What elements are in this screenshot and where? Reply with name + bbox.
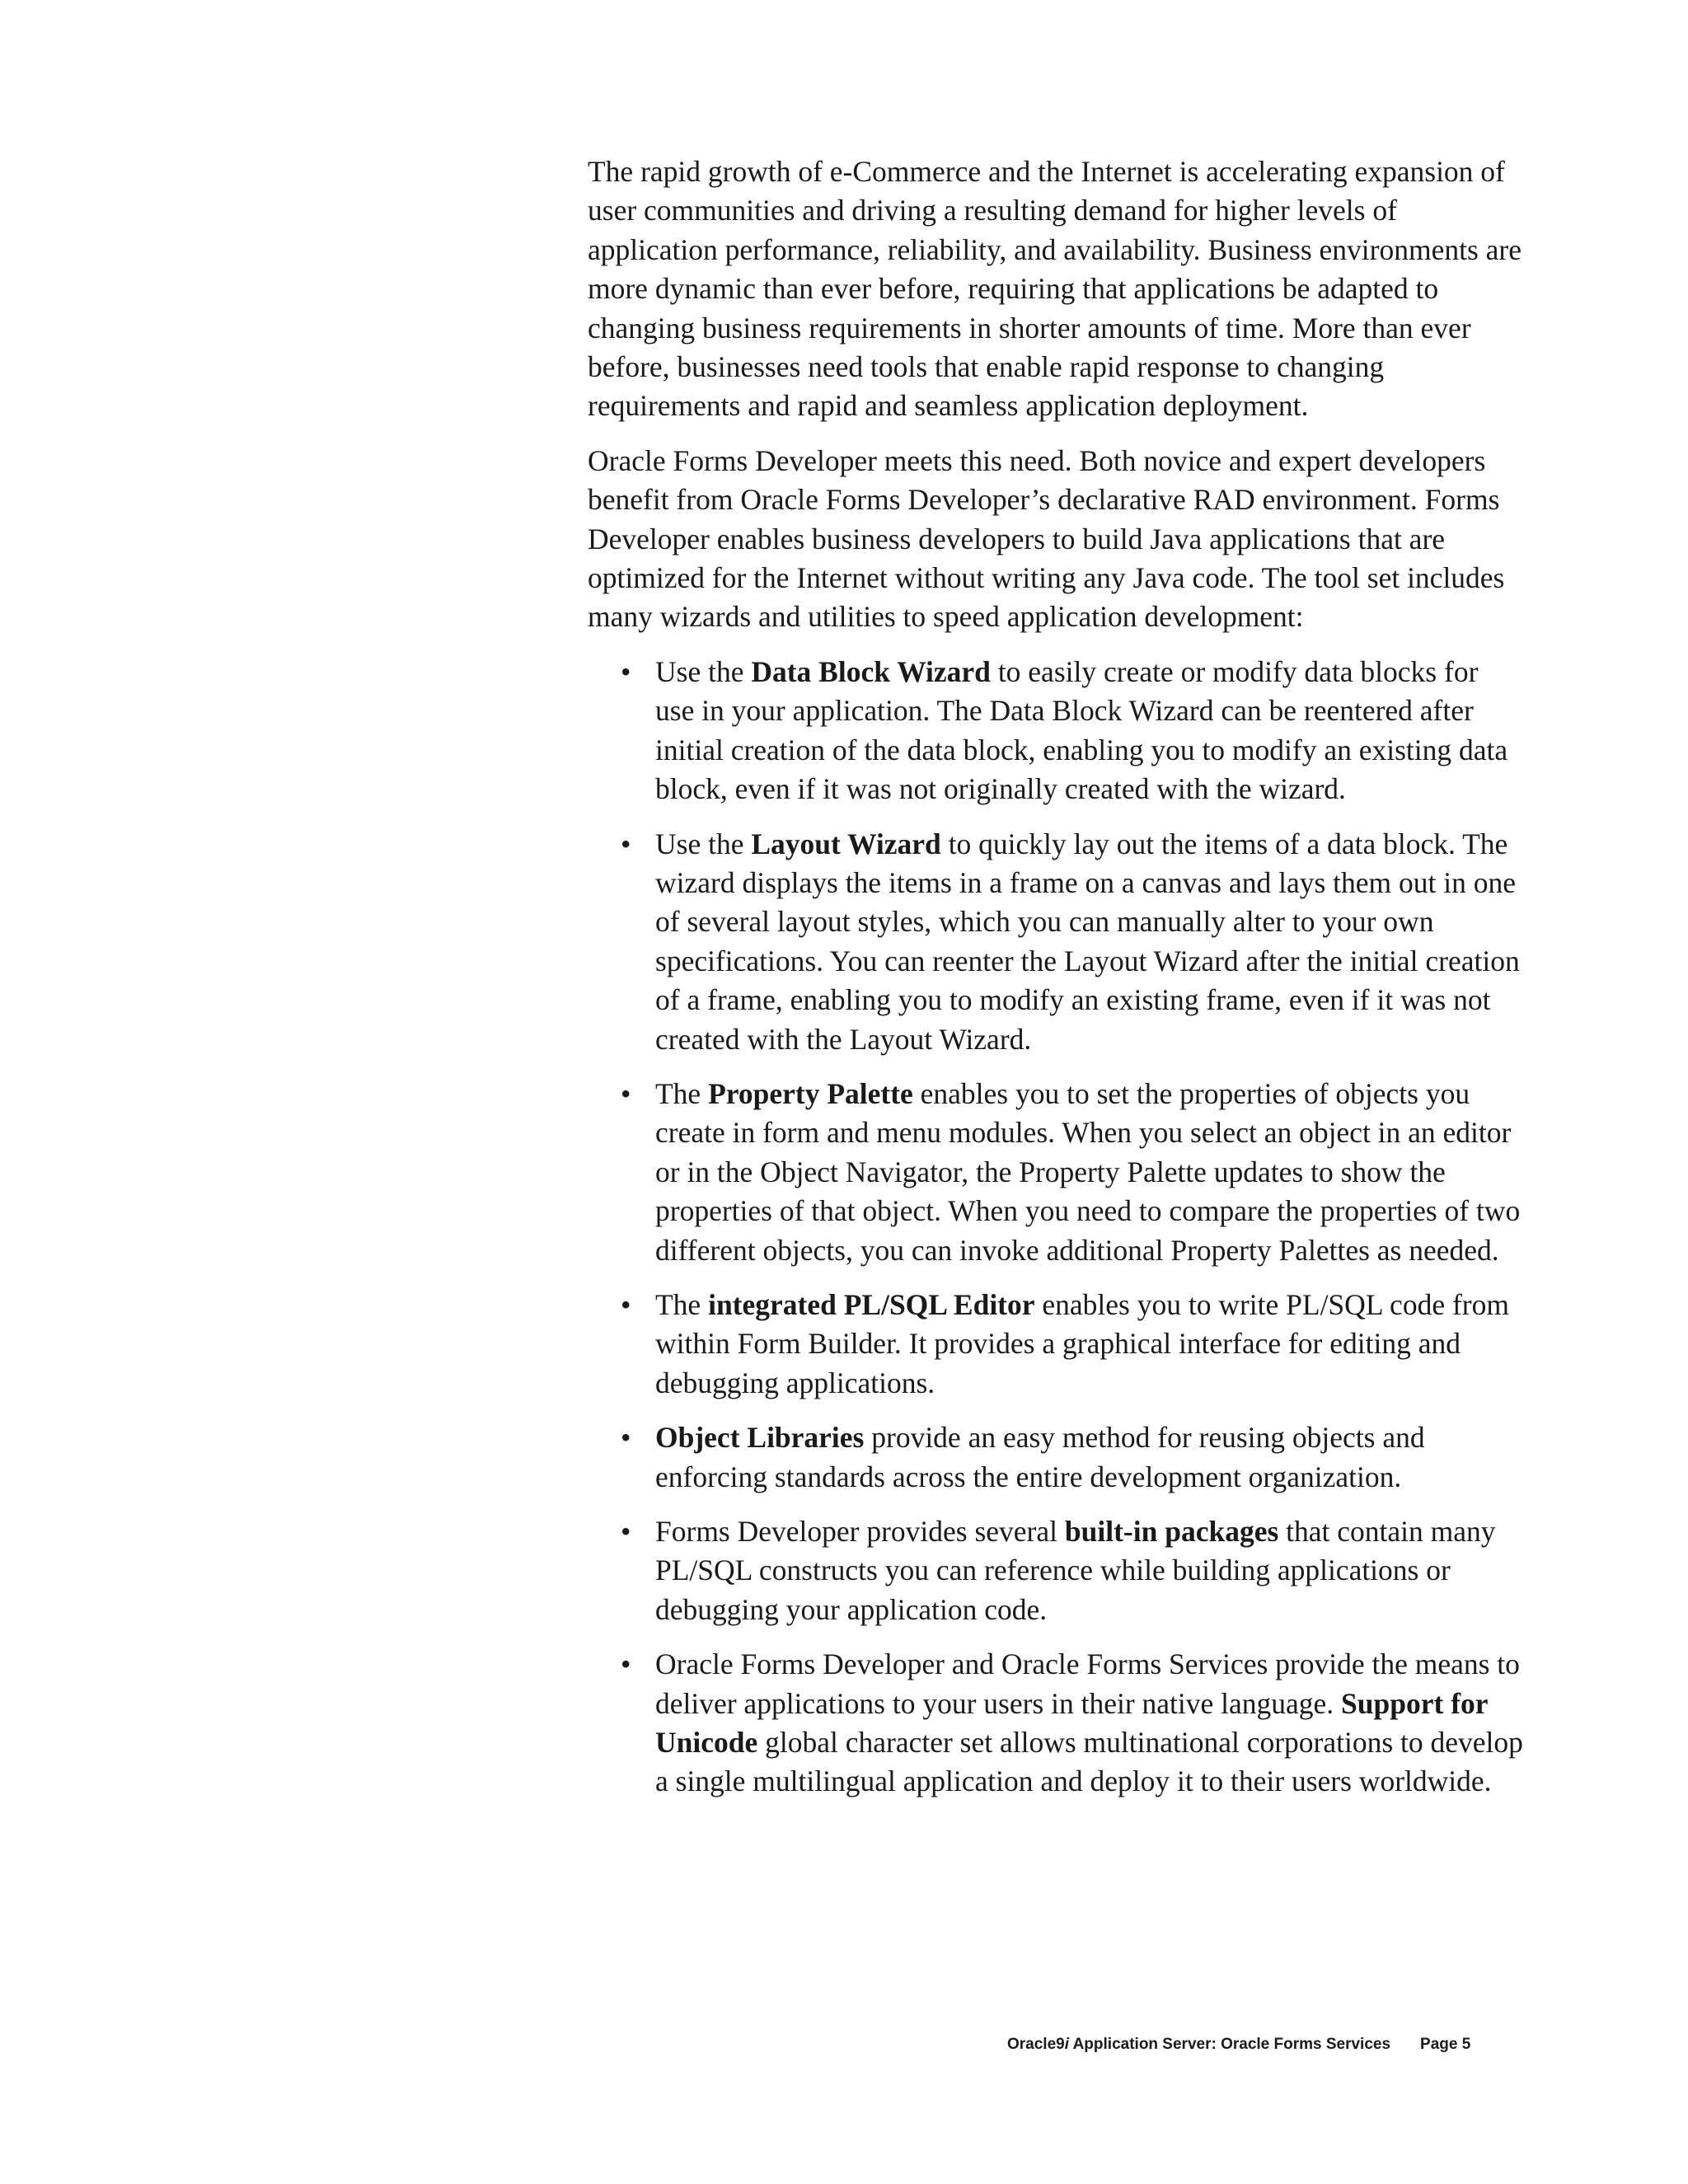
footer-title-prefix: Oracle9 [1007, 2036, 1065, 2053]
page-footer [1007, 2036, 1470, 2054]
list-item-object-libraries [588, 1418, 1523, 1497]
bullet-icon: • [621, 1421, 631, 1455]
list-item-text: The [655, 1076, 709, 1110]
list-item-data-block-wizard [588, 653, 1523, 809]
forms-developer-paragraph: Oracle Forms Developer meets this need. Both novice and expert developers benefit from Oracle Forms Developer’s declarative RAD environment. Forms Developer enables business developers to build Java applications that are optimized for the Internet without writing any Java code. The tool set includes many wizards and utilities to speed application development: [588, 443, 1505, 634]
list-item-unicode-support [588, 1645, 1523, 1802]
list-item-bold-term: Object Libraries [655, 1421, 865, 1455]
list-item-text: to easily create or modify data blocks for use in your application. The Data Block Wizard can be reentered after initial creation of the data block, enabling you to modify an existing data block, even if it was not originally created with the wizard. [655, 654, 1508, 806]
list-item-text: global character set allows multinational corporations to develop a single multilingual application and deploy it to their users worldwide. [655, 1726, 1523, 1798]
list-item-bold-term: Data Block Wizard [751, 654, 991, 688]
bullet-icon: • [621, 827, 631, 860]
footer-title-italic: i [1064, 2036, 1070, 2053]
list-item-text: to quickly lay out the items of a data block. The wizard displays the items in a frame on a canvas and lays them out in one of several layout styles, which you can manually alter to your own specifications. You can reenter the Layout Wizard after the initial creation of a frame, enabling you to modify an existing frame, even if it was not created with the Layout Wizard. [655, 827, 1520, 1056]
list-item-bold-term: built-in packages [1064, 1515, 1279, 1548]
bullet-icon: • [621, 1647, 631, 1681]
list-item-layout-wizard [588, 825, 1523, 1059]
list-item-text: Use the [655, 827, 752, 860]
list-item-built-in-packages [588, 1512, 1523, 1629]
list-item-plsql-editor [588, 1286, 1523, 1403]
list-item-text: Use the [655, 654, 752, 688]
page-number: Page 5 [1420, 2036, 1471, 2053]
bullet-icon: • [621, 1287, 631, 1321]
list-item-bold-term: Layout Wizard [751, 827, 941, 860]
list-item-text: provide an easy method for reusing objects and enforcing standards across the entire development organization. [655, 1421, 1425, 1493]
intro-paragraph: The rapid growth of e-Commerce and the Internet is accelerating expansion of user communities and driving a resulting demand for higher levels of application performance, reliability, and availability. Business environments are more dynamic than ever before, requiring that applications be adapted to changing business requirements in shorter amounts of time. More than ever before, businesses need tools that enable rapid response to changing requirements and rapid and seamless application deployment. [588, 155, 1522, 423]
document-body [588, 152, 1523, 1817]
list-item-text: Forms Developer provides several [655, 1515, 1065, 1548]
list-item-bold-term: Property Palette [708, 1076, 913, 1110]
footer-title-rest: Application Server: Oracle Forms Services [1069, 2036, 1391, 2053]
bullet-icon: • [621, 654, 631, 688]
list-item-text: enables you to write PL/SQL code from within Form Builder. It provides a graphical interface for editing and debugging applications. [655, 1287, 1509, 1399]
footer-doc-title [1007, 2036, 1390, 2053]
list-item-bold-term: integrated PL/SQL Editor [708, 1287, 1035, 1321]
bullet-icon: • [621, 1515, 631, 1548]
list-item-text: enables you to set the properties of objects you create in form and menu modules. When you select an object in an editor or in the Object Navigator, the Property Palette updates to show the properties of that object. When you need to compare the properties of two different objects, you can invoke additional Property Palettes as needed. [655, 1076, 1521, 1267]
list-item-text: Oracle Forms Developer and Oracle Forms Services provide the means to deliver applications to your users in their native language. [655, 1647, 1520, 1720]
list-item-text: The [655, 1287, 709, 1321]
list-item-text: that contain many PL/SQL constructs you can reference while building applications or debugging your application code. [655, 1515, 1496, 1626]
bullet-icon: • [621, 1076, 631, 1110]
tool-feature-list [588, 653, 1523, 1802]
list-item-property-palette [588, 1075, 1523, 1270]
list-item-bold-term: Support for Unicode [655, 1686, 1488, 1760]
